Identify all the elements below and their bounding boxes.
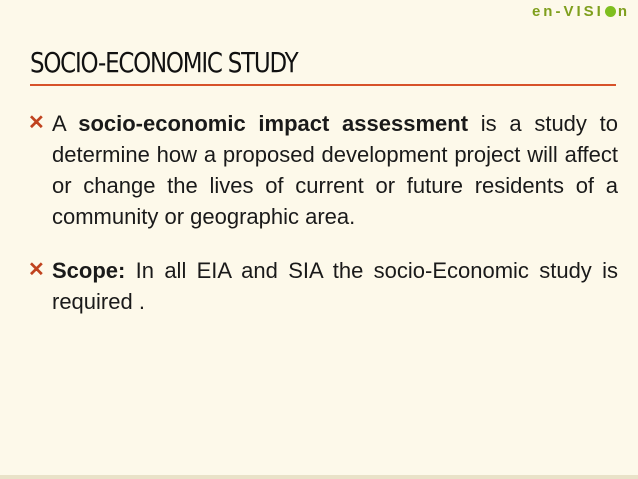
bullet-item	[28, 108, 618, 232]
bullet-text-bold: Scope:	[52, 258, 126, 283]
bullet-text-rest: is a study to determine how a proposed development project will affect or change the lives of current or future residents of a community or geographic area.	[52, 111, 618, 229]
slide-content	[28, 108, 618, 317]
brand-text-start: en-VISI	[531, 3, 604, 20]
x-mark-icon: ✕	[28, 112, 45, 134]
bullet-text-rest: In all EIA and SIA the socio-Economic study is required .	[52, 258, 618, 314]
x-mark-icon: ✕	[28, 259, 45, 281]
brand-dot-icon	[605, 6, 616, 17]
top-band	[0, 0, 638, 34]
brand-text-end: n	[617, 3, 630, 20]
bullet-text-bold: socio-economic impact assessment	[78, 111, 469, 136]
brand-logo	[532, 3, 630, 20]
bullet-text-lead: A	[52, 111, 79, 136]
bottom-border	[0, 475, 638, 479]
title-divider	[30, 84, 616, 86]
slide-title: SOCIO-ECONOMIC STUDY	[30, 46, 298, 79]
bullet-item	[28, 255, 618, 317]
